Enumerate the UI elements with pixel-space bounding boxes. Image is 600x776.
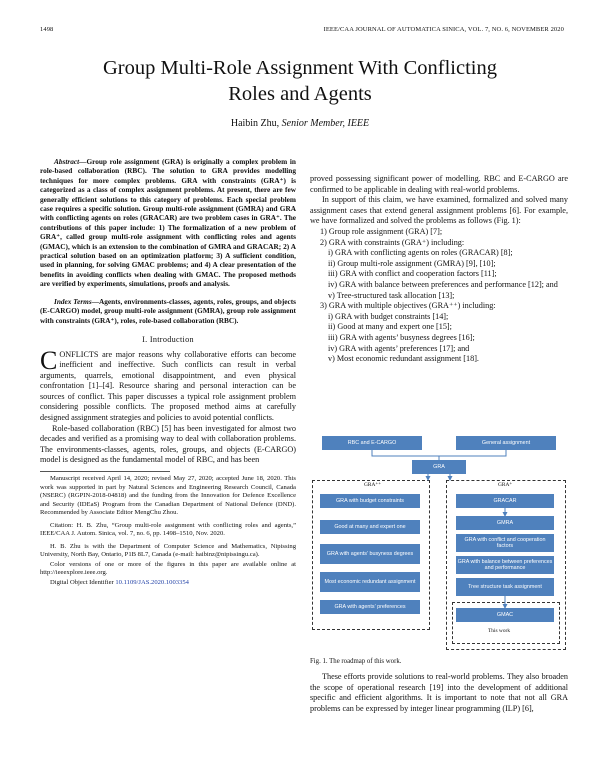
left-box-4: Most economic redundant assignment xyxy=(320,572,420,592)
author-role: Senior Member, IEEE xyxy=(281,118,370,129)
right-box-gmra: GMRA xyxy=(456,516,554,530)
right-paragraph-2: In support of this claim, we have examined, formalized and solved many assignment cases that extend general assignment problems [6]. For example, we have formalized and solved the problems as follows (Fig. 1): xyxy=(310,195,568,226)
journal-header: IEEE/CAA JOURNAL OF AUTOMATICA SINICA, VOL. 7, NO. 6, NOVEMBER 2020 xyxy=(323,26,564,33)
doi-link[interactable]: 10.1109/JAS.2020.1003354 xyxy=(115,578,189,586)
right-box-tree: Tree structure task assignment xyxy=(456,578,554,596)
author-line xyxy=(0,118,600,129)
this-work-label: This work xyxy=(488,628,511,634)
problem-list-item: iv) GRA with balance between preferences and performance [12]; and xyxy=(328,279,558,289)
problem-list-item: ii) Good at many and expert one [15]; xyxy=(328,322,452,332)
intro-p1-text: ONFLICTS are major reasons why collaborative efforts can become inefficient and ineffective. Such conflicts can result in verbal arguments, quarrels, emotional disappointment, and even physical confrontation [1]–[4]. Resource sharing and personal interaction can be sources of conflict. This paper discusses a typical role assignment problem considering possible conflicts. The proposed method aims at carefully designed assignment strategies and policies to avoid potential conflicts. xyxy=(40,349,296,423)
figure-caption: Fig. 1. The roadmap of this work. xyxy=(310,658,402,665)
right-box-gracar: GRACAR xyxy=(456,494,554,508)
figure-roadmap xyxy=(308,434,570,656)
abstract-label: Abstract xyxy=(54,157,80,166)
rbc-box: RBC and E-CARGO xyxy=(322,436,422,450)
grap-label: GRA⁺ xyxy=(498,482,513,488)
problem-list-item: 3) GRA with multiple objectives (GRA⁺⁺) including: xyxy=(320,301,496,311)
page-number: 1498 xyxy=(40,26,54,33)
right-paragraph-3: These efforts provide solutions to real-world problems. They also broaden the scope of operational research [19] into the development of additional specific and efficient algorithms. It is important to note that not all GRA problems can be expressed by integer linear programming (ILP) [6], xyxy=(310,672,568,713)
problem-list-item: i) GRA with conflicting agents on roles (GRACAR) [8]; xyxy=(328,248,513,258)
index-terms xyxy=(40,297,296,325)
problem-list-item: iii) GRA with agents’ busyness degrees [16]; xyxy=(328,332,475,342)
section-heading: I. Introduction xyxy=(142,334,194,344)
right-column xyxy=(310,174,568,365)
problem-list-item: iii) GRA with conflict and cooperation factors [11]; xyxy=(328,269,497,279)
right-box-balance: GRA with balance between preferences and performance xyxy=(456,556,554,574)
footnote-manuscript: Manuscript received April 14, 2020; revised May 27, 2020; accepted June 18, 2020. This work was supported in part by Natural Sciences and Engineering Research Council, Canada (NSERC) (RGPIN-2018-04818) and the funding from the Innovation for Defence Excellence and Security (IDEaS) Program from the Canadian Department of National Defence (DND). Recommended by Associate Editor MengChu Zhou. xyxy=(40,475,296,517)
title-line-2: Roles and Agents xyxy=(228,83,372,105)
left-box-2: Good at many and expert one xyxy=(320,520,420,534)
problem-list-item: v) Most economic redundant assignment [18]. xyxy=(328,354,479,364)
arrow-rbc-gra xyxy=(372,450,439,460)
title-line-1: Group Multi-Role Assignment With Conflicting xyxy=(103,57,497,79)
general-assignment-box: General assignment xyxy=(456,436,556,450)
arrow-general-gra xyxy=(439,450,506,456)
problem-list-item: i) GRA with budget constraints [14]; xyxy=(328,311,449,321)
grapp-label: GRA⁺⁺ xyxy=(364,482,382,488)
problem-list-item: iv) GRA with agents’ preferences [17]; and xyxy=(328,343,470,353)
problem-list-item: ii) Group multi-role assignment (GMRA) [9], [10]; xyxy=(328,258,496,268)
gmac-box: GMAC xyxy=(456,608,554,622)
intro-paragraph-2: Role-based collaboration (RBC) [5] has been investigated for almost two decades and verified as a promising way to deal with collaboration problems. The environments-classes, agents, roles, groups, and objects (E-CARGO) model is designed as the fundamental model of RBC, and has been xyxy=(40,423,296,465)
footnote-rule xyxy=(40,471,170,472)
abstract xyxy=(40,157,296,289)
footnote-doi xyxy=(40,579,296,588)
problem-list xyxy=(310,227,568,365)
index-text: —Agents, environments-classes, agents, roles, groups, and objects (E-CARGO) model, group multi-role assignment (GMRA), group role assignment with constraints (GRA⁺), roles, role-based collaboration (RBC). xyxy=(40,296,297,325)
right-paragraph-1: proved possessing significant power of modelling. RBC and E-CARGO are confirmed to be applicable in dealing with real-world problems. xyxy=(310,174,568,194)
drop-cap: C xyxy=(40,345,58,375)
left-box-1: GRA with budget constraints xyxy=(320,494,420,508)
author-name: Haibin Zhu, xyxy=(230,118,280,129)
footnote-color: Color versions of one or more of the figures in this paper are available online at http://ieeexplore.ieee.org. xyxy=(40,560,296,577)
abstract-text: —Group role assignment (GRA) is originally a complex problem in role-based collaboration (RBC). The solution to GRA provides modelling techniques for more complex problems. GRA with constraints (GRA⁺) is categorized as a class of complex assignment problems. At present, there are few generally efficient solutions to this category of problems. Each special problem case requires a specific solution. Group multi-role assignment (GMRA) and GRA with conflicting agents on roles (GRACAR) are two problem cases in GRA⁺. The contributions of this paper include: 1) The formalization of a new problem of GRA⁺, called group multi-role assignment with conflicting roles and agents (GMAC), which is an extension to the combination of GMRA and GRACAR; 2) A practical solution based on an optimization platform; 3) A sufficient condition, used in planning, for solving GMAC problems; and 4) A clear presentation of the benefits in avoiding conflicts when dealing with GMAC. The proposed methods are verified by experiments, simulations, proofs and analysis. xyxy=(40,157,296,289)
problem-list-item: 1) Group role assignment (GRA) [7]; xyxy=(320,226,443,236)
right-box-conflict: GRA with conflict and cooperation factors xyxy=(456,534,554,552)
left-column xyxy=(40,157,296,587)
footnote-affiliation: H. B. Zhu is with the Department of Computer Science and Mathematics, Nipissing University, North Bay, Ontario, P1B 8L7, Canada (e-mail: haibinz@nipissingu.ca). xyxy=(40,542,296,559)
doi-label: Digital Object Identifier xyxy=(50,578,116,586)
left-box-3: GRA with agents’ busyness degrees xyxy=(320,544,420,564)
paper-title xyxy=(0,55,600,107)
intro-paragraph-1 xyxy=(40,345,296,424)
footnote-citation: Citation: H. B. Zhu, “Group multi-role assignment with conflicting roles and agents,” IEEE/CAA J. Autom. Sinica, vol. 7, no. 6, pp. 1498–1510, Nov. 2020. xyxy=(40,521,296,538)
left-box-5: GRA with agents’ preferences xyxy=(320,600,420,614)
problem-list-item: v) Tree-structured task allocation [13]; xyxy=(328,290,455,300)
gra-box: GRA xyxy=(412,460,466,474)
index-label: Index Terms xyxy=(54,296,92,306)
problem-list-item: 2) GRA with constraints (GRA⁺) including: xyxy=(320,237,465,247)
